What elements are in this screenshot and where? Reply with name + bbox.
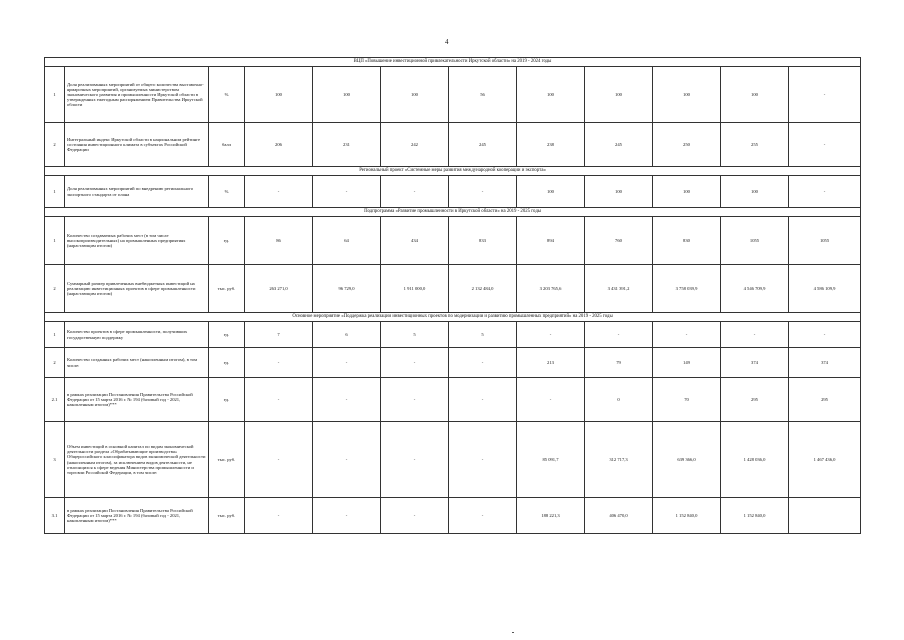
section-title: ВЦП «Повышение инвестиционной привлекательности Иркутской области» на 2019 - 2024 годы: [45, 58, 861, 67]
section-header-row: [45, 167, 861, 176]
unit-cell: тыс. руб.: [209, 265, 245, 313]
value-cell: -: [449, 176, 517, 208]
value-cell: -: [245, 176, 313, 208]
row-number: 1: [45, 217, 65, 265]
unit-cell: ед.: [209, 348, 245, 378]
value-cell: -: [517, 378, 585, 422]
value-cell: -: [381, 422, 449, 498]
section-header-row: [45, 58, 861, 67]
value-cell: 100: [313, 67, 381, 123]
value-cell: 7: [245, 322, 313, 348]
value-cell: -: [517, 322, 585, 348]
table-row: [45, 123, 861, 167]
section-title: Основное мероприятие «Поддержка реализации инвестиционных проектов по модернизации и развитию промышленных предприятий» на 2019 - 2025 годы: [45, 313, 861, 322]
value-cell: 255: [721, 123, 789, 167]
value-cell: -: [381, 176, 449, 208]
value-cell: 149: [653, 348, 721, 378]
scan-speck: [512, 632, 514, 633]
value-cell: 100: [653, 176, 721, 208]
table-row: [45, 322, 861, 348]
page-number: 4: [445, 38, 449, 46]
value-cell: -: [449, 378, 517, 422]
value-cell: 100: [653, 67, 721, 123]
unit-cell: ед.: [209, 322, 245, 348]
value-cell: 100: [721, 176, 789, 208]
value-cell: -: [313, 176, 381, 208]
indicators-table: [44, 57, 861, 534]
unit-cell: ед.: [209, 217, 245, 265]
row-number: 2.1: [45, 378, 65, 422]
indicator-name: Количество создаваемых рабочих мест (в том числе высокопроизводительных) на промышленных предприятиях (нарастающим итогом): [65, 217, 209, 265]
value-cell: 100: [517, 67, 585, 123]
value-cell: -: [381, 498, 449, 534]
value-cell: 1 152 840,0: [721, 498, 789, 534]
row-number: 2: [45, 348, 65, 378]
table-row: [45, 265, 861, 313]
value-cell: 760: [585, 217, 653, 265]
value-cell: 100: [517, 176, 585, 208]
value-cell: 64: [313, 217, 381, 265]
value-cell: 406 470,0: [585, 498, 653, 534]
value-cell: -: [245, 348, 313, 378]
value-cell: 374: [721, 348, 789, 378]
value-cell: -: [721, 322, 789, 348]
value-cell: -: [381, 348, 449, 378]
table-row: [45, 67, 861, 123]
indicator-name: Интегральный индекс Иркутской области в национальном рейтинге состояния инвестиционного климата в субъектах Российской Федерации: [65, 123, 209, 167]
value-cell: 100: [585, 176, 653, 208]
table-row: [45, 176, 861, 208]
unit-cell: тыс. руб.: [209, 498, 245, 534]
table-row: [45, 422, 861, 498]
value-cell: 96 729,0: [313, 265, 381, 313]
value-cell: 833: [449, 217, 517, 265]
value-cell: 295: [721, 378, 789, 422]
unit-cell: %: [209, 67, 245, 123]
value-cell: 4 546 709,9: [721, 265, 789, 313]
value-cell: 70: [653, 378, 721, 422]
value-cell: -: [245, 422, 313, 498]
value-cell: 4 586 109,9: [789, 265, 861, 313]
value-cell: -: [789, 322, 861, 348]
value-cell: 100: [245, 67, 313, 123]
value-cell: 3 431 391,2: [585, 265, 653, 313]
value-cell: 5: [381, 322, 449, 348]
value-cell: 1 467 436,0: [789, 422, 861, 498]
value-cell: -: [313, 348, 381, 378]
row-number: 2: [45, 123, 65, 167]
section-header-row: [45, 313, 861, 322]
value-cell: 86: [245, 217, 313, 265]
value-cell: 231: [313, 123, 381, 167]
value-cell: 100: [585, 67, 653, 123]
indicator-name: Объем инвестиций в основной капитал по видам экономической деятельности раздела «Обрабатывающие производства» Общероссийского классификатора видов экономической деятельности (накопленным итогом), за исключением видов деятельности, не относящихся к сфере ведения Министерства промышленности и торговли Российской Федерации, в том числе:: [65, 422, 209, 498]
value-cell: -: [789, 123, 861, 167]
value-cell: 295: [789, 378, 861, 422]
value-cell: 312 717,3: [585, 422, 653, 498]
value-cell: -: [789, 176, 861, 208]
unit-cell: балл: [209, 123, 245, 167]
value-cell: 100: [721, 67, 789, 123]
value-cell: 6: [313, 322, 381, 348]
value-cell: 434: [381, 217, 449, 265]
table-row: [45, 498, 861, 534]
value-cell: 894: [517, 217, 585, 265]
value-cell: -: [381, 378, 449, 422]
row-number: 3: [45, 422, 65, 498]
value-cell: 188 221,3: [517, 498, 585, 534]
value-cell: 1 911 000,0: [381, 265, 449, 313]
unit-cell: %: [209, 176, 245, 208]
value-cell: 85 091,7: [517, 422, 585, 498]
table-row: [45, 348, 861, 378]
value-cell: -: [789, 67, 861, 123]
value-cell: 238: [517, 123, 585, 167]
value-cell: -: [585, 322, 653, 348]
value-cell: -: [245, 498, 313, 534]
indicator-name: Доля реализованных мероприятий по внедрению регионального экспортного стандарта от плана: [65, 176, 209, 208]
unit-cell: тыс. руб.: [209, 422, 245, 498]
row-number: 3.1: [45, 498, 65, 534]
value-cell: 1 428 036,0: [721, 422, 789, 498]
unit-cell: ед.: [209, 378, 245, 422]
value-cell: 830: [653, 217, 721, 265]
indicator-name: в рамках реализации Постановления Правительства Российской Федерации от 15 марта 2016 г. № 194 (базовый год - 2021, накопленным итогом)***: [65, 378, 209, 422]
value-cell: 263 271,0: [245, 265, 313, 313]
value-cell: -: [449, 498, 517, 534]
indicator-name: Суммарный размер привлеченных внебюджетных инвестиций на реализацию инвестиционных проектов в сфере промышленности (нарастающим итогом): [65, 265, 209, 313]
section-header-row: [45, 208, 861, 217]
table-row: [45, 378, 861, 422]
value-cell: 639 366,0: [653, 422, 721, 498]
value-cell: -: [449, 348, 517, 378]
value-cell: 374: [789, 348, 861, 378]
table-row: [45, 217, 861, 265]
section-title: Региональный проект «Системные меры развития международной кооперации и экспорта»: [45, 167, 861, 176]
value-cell: 1055: [721, 217, 789, 265]
value-cell: 250: [653, 123, 721, 167]
indicator-name: Количество проектов в сфере промышленности, получивших государственную поддержку: [65, 322, 209, 348]
value-cell: -: [313, 422, 381, 498]
value-cell: -: [653, 322, 721, 348]
value-cell: 245: [585, 123, 653, 167]
indicator-name: в рамках реализации Постановления Правительства Российской Федерации от 15 марта 2016 г. № 194 (базовый год - 2021, накопленным итогом)***: [65, 498, 209, 534]
value-cell: 2 132 484,0: [449, 265, 517, 313]
value-cell: [789, 498, 861, 534]
value-cell: -: [245, 378, 313, 422]
indicator-name: Доля реализованных мероприятий от общего количества выставочно-ярмарочных мероприятий, организуемых министерством экономического развития и промышленности Иркутской области в утвержденных ежегодным распоряжением Правительства Иркутской области: [65, 67, 209, 123]
value-cell: 242: [381, 123, 449, 167]
row-number: 2: [45, 265, 65, 313]
value-cell: 3 758 039,9: [653, 265, 721, 313]
value-cell: 1055: [789, 217, 861, 265]
row-number: 1: [45, 67, 65, 123]
section-title: Подпрограмма «Развитие промышленности в Иркутской области» на 2019 - 2025 годы: [45, 208, 861, 217]
indicator-name: Количество созданных рабочих мест (накопленным итогом), в том числе:: [65, 348, 209, 378]
value-cell: 0: [585, 378, 653, 422]
value-cell: -: [449, 422, 517, 498]
value-cell: 79: [585, 348, 653, 378]
value-cell: -: [313, 378, 381, 422]
row-number: 1: [45, 322, 65, 348]
value-cell: 3 203 765,6: [517, 265, 585, 313]
value-cell: 213: [517, 348, 585, 378]
row-number: 1: [45, 176, 65, 208]
value-cell: -: [313, 498, 381, 534]
value-cell: 245: [449, 123, 517, 167]
value-cell: 56: [449, 67, 517, 123]
value-cell: 100: [381, 67, 449, 123]
value-cell: 5: [449, 322, 517, 348]
value-cell: 1 152 840,0: [653, 498, 721, 534]
value-cell: 206: [245, 123, 313, 167]
